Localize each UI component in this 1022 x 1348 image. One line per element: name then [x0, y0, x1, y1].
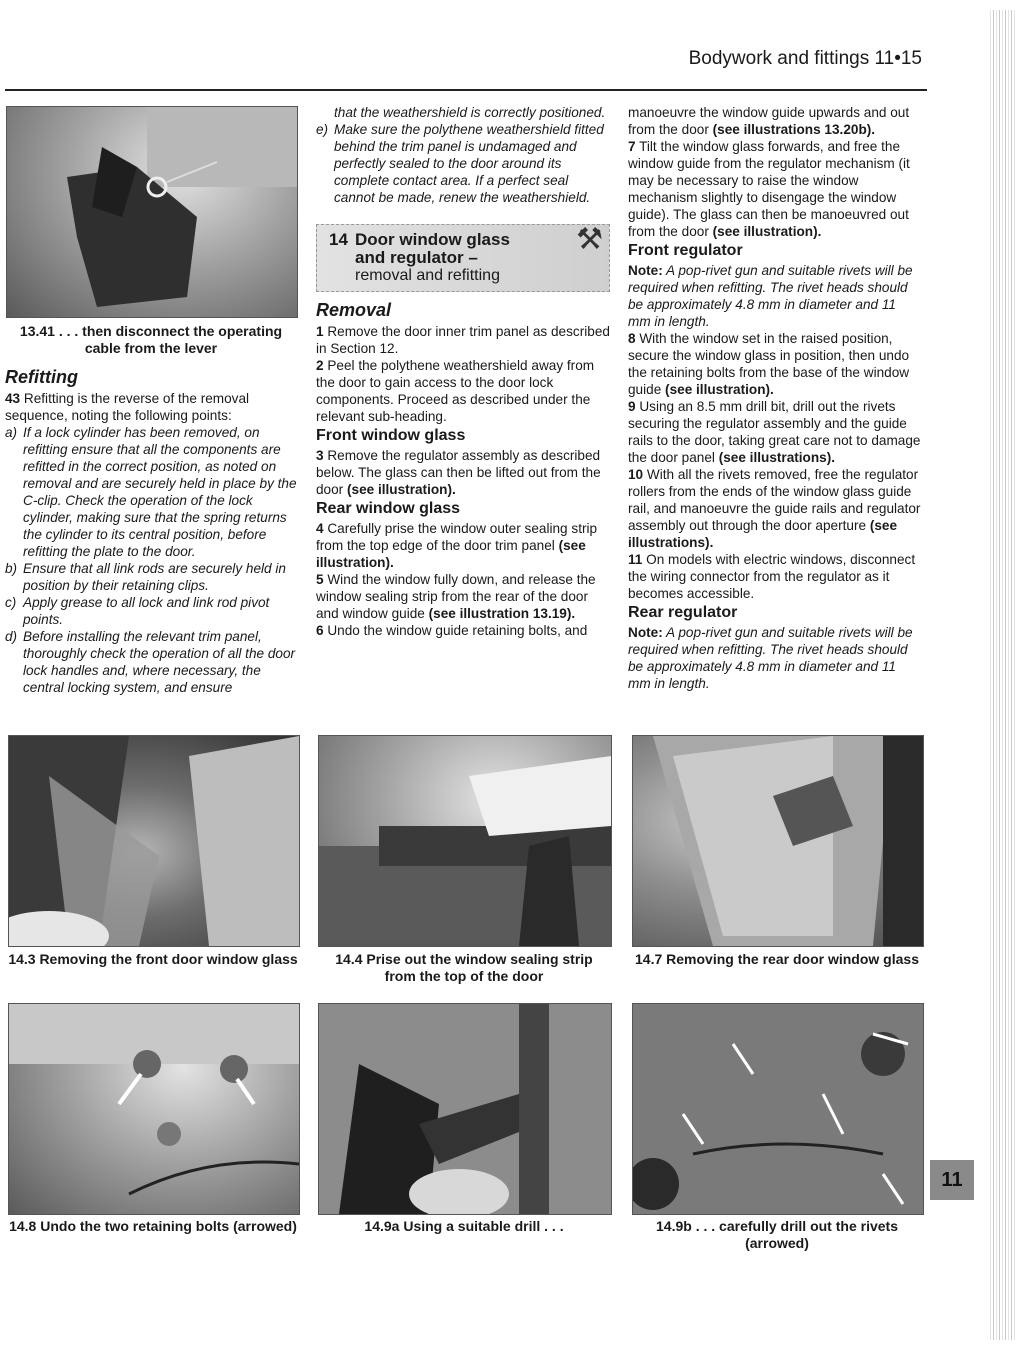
para-text: Undo the window guide retaining bolts, and — [323, 623, 588, 638]
para-ref: (see illustrations). — [628, 518, 898, 550]
para-text: With the window set in the raised position, secure the window glass in position, then undo the retaining bolts from the base of the window guide — [628, 331, 910, 397]
para-ref: (see illustration). — [346, 482, 456, 497]
paragraph-43 — [5, 390, 297, 424]
section-title-line3: removal and refitting — [355, 267, 500, 284]
para-ref: (see illustrations). — [718, 450, 836, 465]
list-text: Apply grease to all lock and link rod pivot points. — [23, 595, 270, 627]
photo-14-9a — [318, 1003, 612, 1215]
paragraph-3 — [316, 447, 610, 498]
continued-paragraph — [628, 104, 922, 138]
note-text: A pop-rivet gun and suitable rivets will be required when refitting. The rivet heads should be approximately 4.8 mm in diameter and 11 mm in length. — [628, 263, 913, 329]
page-edge-scan-strip — [990, 10, 1016, 1340]
section-number: 14 — [329, 230, 348, 249]
para-ref: (see illustration). — [665, 382, 774, 397]
rear-regulator-heading: Rear regulator — [628, 604, 738, 621]
note-1 — [628, 262, 922, 330]
para-num: 3 — [316, 448, 324, 463]
paragraph-11 — [628, 551, 922, 602]
photo-14-8 — [8, 1003, 300, 1215]
list-item-d — [5, 628, 297, 696]
removal-heading: Removal — [316, 300, 392, 320]
photo-14-8-drawing — [9, 1004, 299, 1214]
para-text: Peel the polythene weathershield away from the door to gain access to the door lock components. Proceed as described under the relevant sub-heading. — [316, 358, 595, 424]
list-label: e) — [316, 122, 329, 137]
photo-14-7-drawing — [633, 736, 923, 946]
column-2 — [316, 104, 610, 639]
caption-13-41: 13.41 . . . then disconnect the operating cable from the lever — [19, 323, 283, 356]
para-text: Remove the regulator assembly as described below. The glass can then be lifted out from the door — [316, 448, 601, 497]
note-label: Note: — [628, 625, 663, 640]
paragraph-7 — [628, 138, 922, 240]
para-ref: (see illustration). — [316, 538, 586, 570]
list-label: b) — [5, 561, 18, 576]
list-text: Before installing the relevant trim panel, thoroughly check the operation of all the door lock handles and, where necessary, the central locking system, and ensure — [23, 629, 296, 695]
list-item-a — [5, 424, 297, 560]
header-rule — [5, 89, 927, 91]
photo-14-3-drawing — [9, 736, 299, 946]
para-num: 43 — [5, 391, 21, 406]
photo-14-9b — [632, 1003, 924, 1215]
list-item-e — [316, 121, 610, 206]
para-num: 11 — [628, 552, 643, 567]
refitting-heading: Refitting — [5, 367, 78, 387]
note-text: A pop-rivet gun and suitable rivets will be required when refitting. The rivet heads should be approximately 4.8 mm in diameter and 11 mm in length. — [628, 625, 913, 691]
photo-14-7 — [632, 735, 924, 947]
photo-13-41 — [6, 106, 298, 318]
para-text: Carefully prise the window outer sealing strip from the top edge of the door trim panel — [316, 521, 598, 553]
list-item-c — [5, 594, 297, 628]
para-num: 2 — [316, 358, 324, 373]
caption-14-3: 14.3 Removing the front door window glass — [8, 951, 298, 967]
para-text: Using an 8.5 mm drill bit, drill out the rivets securing the regulator assembly and the guide rails to the door, taking great care not to damage the door panel — [628, 399, 921, 465]
continued-text: that the weathershield is correctly positioned. — [334, 105, 606, 120]
caption-14-9b: 14.9b . . . carefully drill out the rivets (arrowed) — [656, 1218, 898, 1251]
para-text: On models with electric windows, disconnect the wiring connector from the regulator as it becomes accessible. — [628, 552, 916, 601]
section-title-line2: and regulator – — [355, 248, 478, 267]
column-3 — [628, 104, 922, 692]
photo-14-3 — [8, 735, 300, 947]
paragraph-9 — [628, 398, 922, 466]
front-regulator-heading: Front regulator — [628, 242, 743, 259]
para-text: Wind the window fully down, and release the window sealing strip from the rear of the door and window guide — [316, 572, 596, 621]
column-1 — [5, 365, 297, 696]
para-num: 6 — [316, 623, 324, 638]
para-ref: (see illustration 13.19). — [428, 606, 576, 621]
list-text: If a lock cylinder has been removed, on refitting ensure that all the components are refitted in the correct position, as noted on removal and are securely held in place by the C-clip. Check the operation of the lock cylinder, making sure that the spring returns the cylinder to its central position, before refitting the plate to the door. — [23, 425, 297, 559]
caption-14-8: 14.8 Undo the two retaining bolts (arrowed) — [9, 1218, 297, 1234]
section-14-banner — [316, 224, 610, 292]
front-window-glass-heading: Front window glass — [316, 427, 466, 444]
list-label: c) — [5, 595, 17, 610]
list-text: Make sure the polythene weathershield fitted behind the trim panel is undamaged and perfectly sealed to the door around its complete contact area. If a perfect seal cannot be made, renew the weathershield. — [334, 122, 604, 205]
paragraph-2 — [316, 357, 610, 425]
para-num: 5 — [316, 572, 324, 587]
paragraph-6 — [316, 622, 610, 639]
paragraph-4 — [316, 520, 610, 571]
para-ref: (see illustrations 13.20b). — [712, 122, 876, 137]
chapter-tab: 11 — [930, 1160, 974, 1200]
list-label: d) — [5, 629, 18, 644]
paragraph-8 — [628, 330, 922, 398]
list-label: a) — [5, 425, 18, 440]
paragraph-10 — [628, 466, 922, 551]
section-title-line1: Door window glass — [355, 230, 510, 249]
list-text: Ensure that all link rods are securely held in position by their retaining clips. — [23, 561, 286, 593]
para-text: Refitting is the reverse of the removal sequence, noting the following points: — [5, 391, 250, 423]
rear-window-glass-heading: Rear window glass — [316, 500, 461, 517]
list-item-b — [5, 560, 297, 594]
note-label: Note: — [628, 263, 663, 278]
photo-14-4 — [318, 735, 612, 947]
caption-14-9a: 14.9a Using a suitable drill . . . — [364, 1218, 564, 1234]
difficulty-spanner-icon: ⚒ — [576, 223, 603, 256]
para-num: 9 — [628, 399, 636, 414]
paragraph-5 — [316, 571, 610, 622]
paragraph-1 — [316, 323, 610, 357]
para-text: manoeuvre the window guide upwards and out from the door — [628, 105, 910, 137]
page-header-title: Bodywork and fittings 11•15 — [688, 48, 922, 69]
caption-14-7: 14.7 Removing the rear door window glass — [635, 951, 919, 967]
note-2 — [628, 624, 922, 692]
photo-14-9b-drawing — [633, 1004, 923, 1214]
para-num: 1 — [316, 324, 324, 339]
para-text: With all the rivets removed, free the regulator rollers from the ends of the window glass guide rail, and manoeuvre the guide rails and regulator assembly out through the door aperture — [628, 467, 921, 533]
para-ref: (see illustration). — [712, 224, 822, 239]
photo-14-4-drawing — [319, 736, 611, 946]
para-num: 8 — [628, 331, 636, 346]
caption-14-4: 14.4 Prise out the window sealing strip from the top of the door — [335, 951, 593, 984]
para-text: Remove the door inner trim panel as described in Section 12. — [316, 324, 610, 356]
photo-13-41-drawing — [7, 107, 297, 317]
para-num: 7 — [628, 139, 636, 154]
para-num: 4 — [316, 521, 324, 536]
para-num: 10 — [628, 467, 644, 482]
photo-14-9a-drawing — [319, 1004, 611, 1214]
para-text: Tilt the window glass forwards, and free the window guide from the regulator mechanism (it may be necessary to raise the window mechanism slightly to disengage the window guide). The glass can then be manoeuvred out from the door — [628, 139, 910, 239]
